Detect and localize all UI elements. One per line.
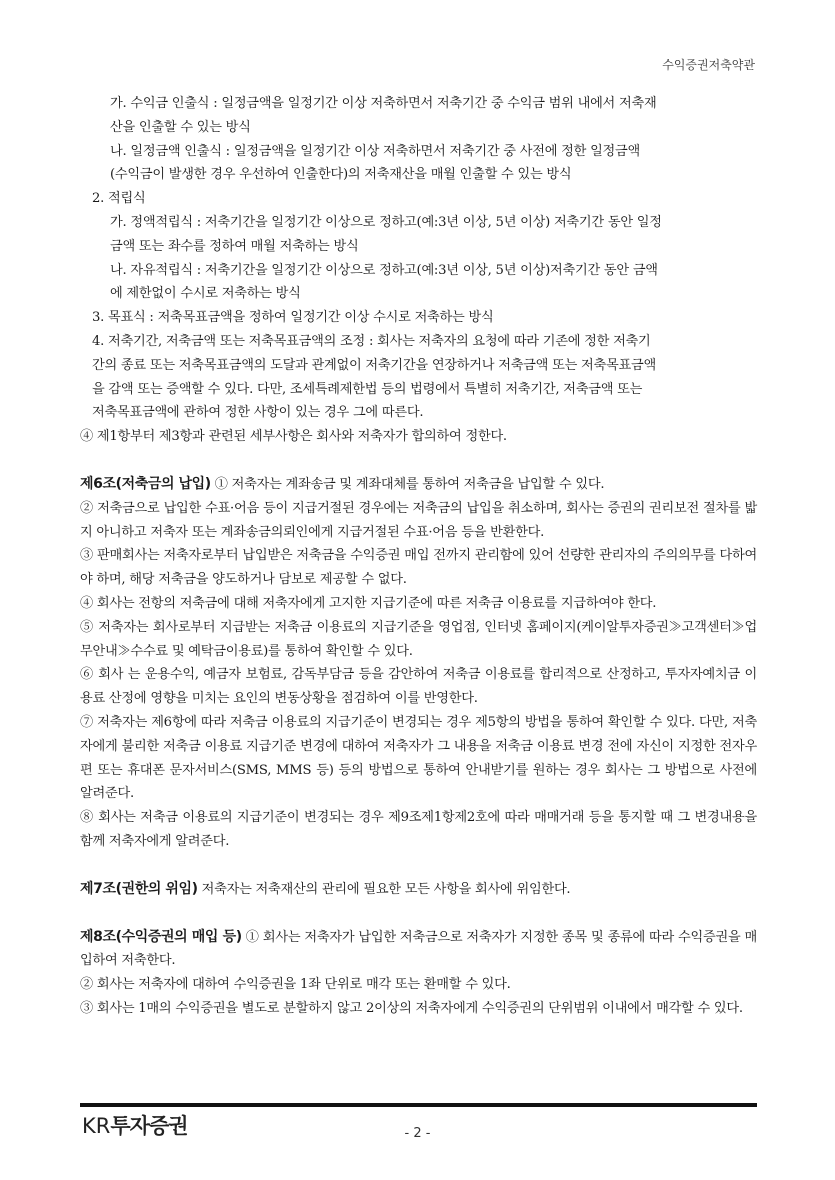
paragraph: 에 제한없이 수시로 저축하는 방식 (110, 286, 301, 302)
document-body (80, 92, 757, 1021)
paragraph: 나. 일정금액 인출식 : 일정금액을 일정기간 이상 저축하면서 저축기간 중 사전에 정한 일정금액 (110, 143, 641, 159)
paragraph: ② 회사는 저축자에 대하여 수익증권을 1좌 단위로 매각 또는 환매할 수 있다. (80, 977, 511, 993)
paragraph: ③ 회사는 1매의 수익증권을 별도로 분할하지 않고 2이상의 저축자에게 수익증권의 단위범위 이내에서 매각할 수 있다. (80, 1000, 743, 1016)
article-text: ① 저축자는 계좌송금 및 계좌대체를 통하여 저축금을 납입할 수 있다. (210, 476, 605, 492)
paragraph: 2. 적립식 (92, 191, 146, 207)
logo-kr: KR (82, 1114, 111, 1138)
page-number: - 2 - (404, 1126, 431, 1141)
paragraph: ⑦ 저축자는 제6항에 따라 저축금 이용료의 지급기준이 변경되는 경우 제5항의 방법을 통하여 확인할 수 있다. 다만, 저축자에게 불리한 저축금 이용료 지급기준 변경에 대하여 저축자가 그 내용을 저축금 이용료 변경 전에 자신이 지정한 전자우편 또는 휴대폰 문자서비스(SMS, MMS 등) 등의 방법으로 통하여 안내받기를 원하는 경우 회사는 그 방법으로 사전에 알려준다. (80, 714, 757, 802)
paragraph: 저축목표금액에 관하여 정한 사항이 있는 경우 그에 따른다. (92, 405, 424, 421)
paragraph: 을 감액 또는 증액할 수 있다. 다만, 조세특례제한법 등의 법령에서 특별히 저축기간, 저축금액 또는 (92, 381, 643, 397)
article-7 (80, 878, 757, 902)
article-title: 제7조(권한의 위임) (80, 880, 198, 897)
paragraph: 가. 정액적립식 : 저축기간을 일정기간 이상으로 정하고(예:3년 이상, 5년 이상) 저축기간 동안 일정 (110, 214, 662, 230)
paragraph: 산을 인출할 수 있는 방식 (110, 119, 251, 135)
paragraph: ③ 판매회사는 저축자로부터 납입받은 저축금을 수익증권 매입 전까지 관리함에 있어 선량한 관리자의 주의의무를 다하여야 하며, 해당 저축금을 양도하거나 담보로 제공할 수 없다. (80, 548, 757, 588)
paragraph: ② 저축금으로 납입한 수표·어음 등이 지급거절된 경우에는 저축금의 납입을 취소하며, 회사는 증권의 권리보전 절차를 밟지 아니하고 저축자 또는 계좌송금의뢰인에게 지급거절된 수표·어음 등을 반환한다. (80, 500, 757, 540)
document-header: 수익증권저축약관 (662, 58, 755, 72)
paragraph: 가. 수익금 인출식 : 일정금액을 일정기간 이상 저축하면서 저축기간 중 수익금 범위 내에서 저축재 (110, 96, 657, 111)
article-6 (80, 473, 757, 497)
paragraph: 나. 자유적립식 : 저축기간을 일정기간 이상으로 정하고(예:3년 이상, 5년 이상)저축기간 동안 금액 (110, 262, 658, 278)
paragraph: (수익금이 발생한 경우 우선하여 인출한다)의 저축재산을 매월 인출할 수 있는 방식 (110, 167, 572, 183)
article-title: 제8조(수익증권의 매입 등) (80, 928, 242, 945)
article-8 (80, 926, 757, 974)
footer-rule (80, 1103, 757, 1107)
article-title: 제6조(저축금의 납입) (80, 475, 211, 492)
paragraph: 금액 또는 좌수를 정하여 매월 저축하는 방식 (110, 238, 359, 254)
paragraph: ④ 회사는 전항의 저축금에 대해 저축자에게 고지한 지급기준에 따른 저축금 이용료를 지급하여야 한다. (80, 595, 657, 611)
paragraph: ④ 제1항부터 제3항과 관련된 세부사항은 회사와 저축자가 합의하여 정한다. (80, 429, 507, 445)
paragraph: ⑧ 회사는 저축금 이용료의 지급기준이 변경되는 경우 제9조제1항제2호에 따라 매매거래 등을 통지할 때 그 변경내용을 함께 저축자에게 알려준다. (80, 810, 757, 849)
logo-text: 투자증권 (110, 1114, 188, 1138)
paragraph: ⑥ 회사 는 운용수익, 예금자 보험료, 감독부담금 등을 감안하여 저축금 이용료를 합리적으로 산정하고, 투자자예치금 이용료 산정에 영향을 미치는 요인의 변동상황을 점검하여 이를 반영한다. (80, 667, 757, 707)
article-text: ① 회사는 저축자가 납입한 저축금으로 저축자가 지정한 종목 및 종류에 따라 수익증권을 매입하여 저축한다. (80, 929, 758, 969)
article-text: 저축자는 저축재산의 관리에 필요한 모든 사항을 회사에 위임한다. (197, 881, 571, 897)
paragraph: 간의 종료 또는 저축목표금액의 도달과 관계없이 저축기간을 연장하거나 저축금액 또는 저축목표금액 (92, 357, 656, 373)
paragraph: 3. 목표식 : 저축목표금액을 정하여 일정기간 이상 수시로 저축하는 방식 (92, 310, 494, 326)
paragraph: ⑤ 저축자는 회사로부터 지급받는 저축금 이용료의 지급기준을 영업점, 인터넷 홈페이지(케이알투자증권≫고객센터≫업무안내≫수수료 및 예탁금이용료)를 통하여 확인할 수 있다. (80, 619, 757, 659)
paragraph: 4. 저축기간, 저축금액 또는 저축목표금액의 조정 : 회사는 저축자의 요청에 따라 기존에 정한 저축기 (92, 333, 651, 349)
